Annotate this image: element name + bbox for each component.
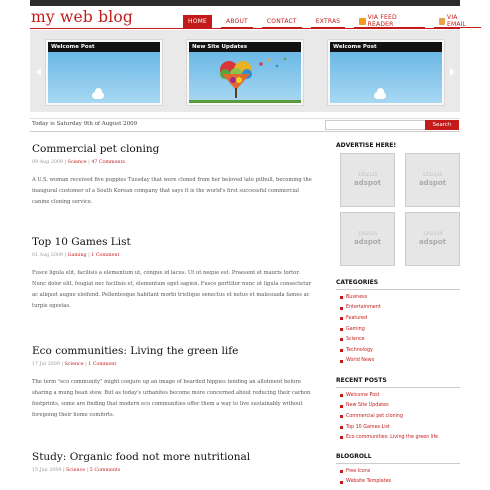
category-link[interactable]: World News: [336, 356, 460, 367]
blogroll-block: [336, 453, 460, 487]
cloud-icon: [92, 92, 104, 99]
post-date: 09 Aug 2009: [32, 160, 63, 165]
sidebar: [336, 142, 460, 485]
category-link[interactable]: Business: [336, 292, 460, 303]
sky-image: [330, 52, 442, 103]
post-meta: 01 Aug 2009 | Gaming | 1 Comment: [32, 253, 120, 258]
post-title[interactable]: Eco communities: Living the green life: [32, 345, 239, 357]
post-meta: 17 Jul 2009 | Science | 1 Comment: [32, 362, 117, 367]
nav-about[interactable]: ABOUT: [221, 15, 253, 28]
ad-label: adspot: [353, 179, 382, 187]
post-title[interactable]: Commercial pet cloning: [32, 143, 160, 155]
post-category[interactable]: Science: [66, 468, 86, 473]
recent-post-link[interactable]: Eco communities: Living the green life: [336, 432, 460, 443]
heart-tree-image: [189, 52, 301, 103]
cloud-icon: [374, 92, 386, 99]
ad-size: 125x125: [357, 173, 378, 178]
recent-post-link[interactable]: Welcome Post: [336, 390, 460, 401]
site-title[interactable]: my web blog: [31, 8, 134, 26]
slide-title: New Site Updates: [189, 42, 301, 52]
category-link[interactable]: Gaming: [336, 324, 460, 335]
slide-title: Welcome Post: [48, 42, 160, 52]
post-excerpt: The term "eco community" might conjure up an image of bearded hippies tending an allotment before sharing a mung bean stew. But as today's urbanites become more concerned about reducing their carbon footprints, some are finding that modern eco communities offer them a way to live sustainably without foregoing their home comforts.: [32, 379, 311, 418]
post-meta: 09 Aug 2009 | Science | 47 Comments: [32, 160, 125, 165]
nav-extras[interactable]: EXTRAS: [311, 15, 346, 28]
email-icon: [439, 18, 445, 25]
recent-post-link[interactable]: Commercial pet cloning: [336, 411, 460, 422]
post: [32, 451, 312, 473]
slide-title: Welcome Post: [330, 42, 442, 52]
post-title[interactable]: Top 10 Games List: [32, 236, 131, 248]
post-category[interactable]: Gaming: [67, 253, 87, 258]
nav-divider: [30, 28, 460, 29]
ad-label: adspot: [353, 238, 382, 246]
blogroll-link[interactable]: Website Templates: [336, 477, 460, 488]
ad-size: 125x125: [422, 173, 443, 178]
top-bar: [30, 0, 460, 6]
ad-spot[interactable]: [340, 153, 395, 207]
post-comments[interactable]: 47 Comments: [91, 160, 125, 165]
nav-email-label: VIA EMAIL: [447, 14, 467, 28]
nav-contact[interactable]: CONTACT: [262, 15, 302, 28]
slide-card[interactable]: [186, 39, 304, 106]
featured-slider: [30, 30, 460, 112]
category-link[interactable]: Featured: [336, 313, 460, 324]
post: [32, 143, 312, 208]
post-meta: 15 Jun 2009 | Science | 5 Comments: [32, 468, 121, 473]
recent-post-link[interactable]: New Site Updates: [336, 401, 460, 412]
categories-title: CATEGORIES: [336, 279, 460, 290]
date-search-bar: [30, 118, 460, 132]
nav-feed-label: VIA FEED READER: [367, 14, 397, 28]
category-link[interactable]: Science: [336, 334, 460, 345]
post-comments[interactable]: 1 Comment: [91, 253, 120, 258]
nav-home[interactable]: HOME: [183, 15, 212, 28]
ad-size: 125x125: [422, 232, 443, 237]
blogroll-title: BLOGROLL: [336, 453, 460, 464]
search-button[interactable]: Search: [425, 120, 459, 130]
ad-label: adspot: [418, 179, 447, 187]
ad-label: adspot: [418, 238, 447, 246]
recent-post-link[interactable]: Top 10 Games List: [336, 422, 460, 433]
post-comments[interactable]: 1 Comment: [88, 362, 117, 367]
ad-size: 125x125: [357, 232, 378, 237]
category-link[interactable]: Technology: [336, 345, 460, 356]
recent-posts-title: RECENT POSTS: [336, 377, 460, 388]
categories-block: [336, 279, 460, 366]
post-category[interactable]: Science: [64, 362, 84, 367]
post-excerpt: Fusce ligula elit, facilisis a elementum ut, congue id lacus. Ut ut neque est. Praesent et mauris tortor. Nunc dolor elit, feugiat nec facilisis et, elementum eget sapien. Fusce porttitor nunc ut ligula consectetur ac aliquet augue eleifend. Pellentesque habitant morbi tristique senectus et netus et malesuada fames ac turpis egestas.: [32, 270, 312, 309]
main-nav: [183, 15, 490, 28]
rss-icon: [359, 18, 365, 25]
post-excerpt: A U.S. woman received five puppies Tuesday that were cloned from her beloved late pitbull, becoming the inaugural customer of a South Korean company that says it is the world's first successful commercial canine cloning service.: [32, 177, 312, 205]
post: [32, 236, 312, 312]
recent-posts-block: [336, 377, 460, 443]
category-link[interactable]: Entertainment: [336, 303, 460, 314]
slider-prev-icon[interactable]: [36, 68, 41, 76]
post-date: 01 Aug 2009: [32, 253, 63, 258]
post-date: 15 Jun 2009: [32, 468, 62, 473]
ad-grid: [336, 153, 460, 279]
post-comments[interactable]: 5 Comments: [89, 468, 121, 473]
post-category[interactable]: Science: [67, 160, 87, 165]
post: [32, 345, 312, 421]
nav-feed-reader[interactable]: [354, 15, 424, 28]
slider-next-icon[interactable]: [450, 68, 455, 76]
blogroll-link[interactable]: Free Icons: [336, 466, 460, 477]
post-title[interactable]: Study: Organic food not more nutritional: [32, 451, 251, 463]
heart-tree-icon: [189, 52, 301, 103]
current-date: Today is Saturday 9th of August 2009: [32, 121, 138, 127]
post-date: 17 Jul 2009: [32, 362, 60, 367]
sky-image: [48, 52, 160, 103]
ad-spot[interactable]: [340, 212, 395, 266]
slide-card[interactable]: [327, 39, 445, 106]
slide-card[interactable]: [45, 39, 163, 106]
nav-email[interactable]: [434, 15, 481, 28]
ad-spot[interactable]: [405, 153, 460, 207]
advertise-title: ADVERTISE HERE!: [336, 142, 397, 149]
ad-spot[interactable]: [405, 212, 460, 266]
